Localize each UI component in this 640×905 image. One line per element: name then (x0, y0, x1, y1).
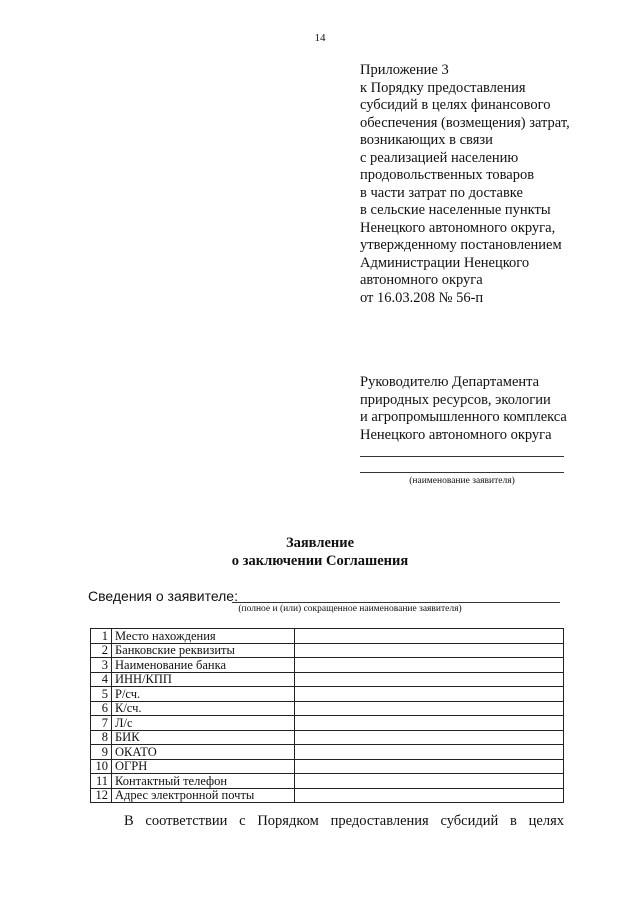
appendix-block (360, 62, 620, 307)
applicant-name-line-2 (360, 472, 564, 473)
row-number: 6 (91, 701, 112, 716)
table-row (91, 687, 564, 702)
row-label: Банковские реквизиты (112, 643, 295, 658)
row-value-field[interactable] (295, 658, 564, 673)
addressee-line: и агропромышленного комплекса (360, 409, 567, 425)
table-row (91, 774, 564, 789)
row-number: 5 (91, 687, 112, 702)
row-number: 7 (91, 716, 112, 731)
row-label: Р/сч. (112, 687, 295, 702)
row-label: ОГРН (112, 759, 295, 774)
table-row (91, 730, 564, 745)
addressee-line: природных ресурсов, экологии (360, 391, 551, 408)
row-label: БИК (112, 730, 295, 745)
table-row (91, 672, 564, 687)
row-label: ИНН/КПП (112, 672, 295, 687)
row-number: 12 (91, 788, 112, 803)
row-value-field[interactable] (295, 687, 564, 702)
row-label: Наименование банка (112, 658, 295, 673)
table-row (91, 701, 564, 716)
applicant-details-table (90, 628, 564, 803)
appendix-line: в части затрат по доставке (360, 184, 523, 201)
row-value-field[interactable] (295, 643, 564, 658)
applicant-name-caption: (наименование заявителя) (409, 476, 515, 486)
row-number: 10 (91, 759, 112, 774)
row-number: 2 (91, 643, 112, 658)
addressee-line: Ненецкого автономного округа (360, 426, 552, 443)
appendix-line: Администрации Ненецкого (360, 254, 530, 271)
row-number: 11 (91, 774, 112, 789)
table-row (91, 643, 564, 658)
appendix-line: автономного округа (360, 272, 483, 288)
row-value-field[interactable] (295, 672, 564, 687)
applicant-caption: (полное и (или) сокращенное наименование заявителя) (238, 604, 462, 614)
row-value-field[interactable] (295, 759, 564, 774)
appendix-line: от 16.03.208 № 56-п (360, 289, 484, 306)
row-label: Адрес электронной почты (112, 788, 295, 803)
addressee-line: Руководителю Департамента (360, 374, 540, 390)
row-label: ОКАТО (112, 745, 295, 760)
row-value-field[interactable] (295, 716, 564, 731)
row-value-field[interactable] (295, 730, 564, 745)
row-label: Л/с (112, 716, 295, 731)
page-number: 14 (314, 32, 326, 44)
document-title: Заявление (285, 535, 355, 551)
table-row (91, 629, 564, 644)
applicant-input-line[interactable] (232, 602, 560, 603)
appendix-line: Ненецкого автономного округа, (360, 219, 556, 236)
table-row (91, 788, 564, 803)
row-value-field[interactable] (295, 774, 564, 789)
table-row (91, 759, 564, 774)
table-row (91, 745, 564, 760)
row-number: 3 (91, 658, 112, 673)
row-label: Контактный телефон (112, 774, 295, 789)
appendix-line: обеспечения (возмещения) затрат, (360, 114, 570, 131)
row-number: 1 (91, 629, 112, 644)
row-number: 9 (91, 745, 112, 760)
document-subtitle: о заключении Соглашения (231, 553, 409, 569)
body-text-line: В соответствии с Порядком предоставления субсидий в целях (124, 813, 564, 829)
appendix-line: возникающих в связи (360, 132, 493, 148)
appendix-line: в сельские населенные пункты (360, 202, 551, 218)
row-value-field[interactable] (295, 788, 564, 803)
row-value-field[interactable] (295, 745, 564, 760)
table-row (91, 658, 564, 673)
appendix-line: продовольственных товаров (360, 167, 535, 183)
row-label: Место нахождения (112, 629, 295, 644)
applicant-name-line-1 (360, 456, 564, 457)
appendix-line: к Порядку предоставления (360, 79, 526, 96)
table-row (91, 716, 564, 731)
row-label: К/сч. (112, 701, 295, 716)
applicant-label: Сведения о заявителе: (88, 588, 238, 604)
appendix-line: с реализацией населению (360, 149, 519, 166)
row-number: 4 (91, 672, 112, 687)
addressee-block (360, 374, 620, 444)
body-text (90, 813, 564, 830)
row-number: 8 (91, 730, 112, 745)
appendix-line: утвержденному постановлением (360, 237, 562, 253)
appendix-line: Приложение 3 (360, 62, 449, 78)
row-value-field[interactable] (295, 701, 564, 716)
appendix-line: субсидий в целях финансового (360, 97, 551, 113)
row-value-field[interactable] (295, 629, 564, 644)
